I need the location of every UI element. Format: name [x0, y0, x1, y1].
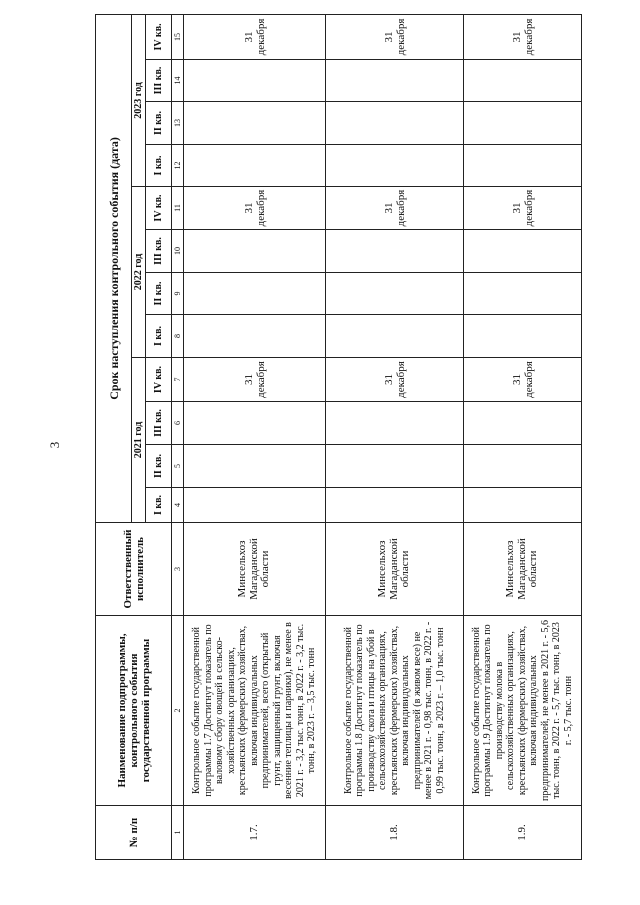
- empty-cell: [326, 445, 464, 488]
- schedule-table: [95, 14, 582, 860]
- empty-cell: [464, 60, 582, 102]
- column-number: 3: [172, 523, 184, 616]
- header-quarter: IV кв.: [146, 14, 172, 59]
- empty-cell: [184, 145, 326, 187]
- empty-cell: [184, 445, 326, 488]
- column-number: 7: [172, 358, 184, 402]
- row-number: 1.8.: [326, 806, 464, 860]
- header-deadline: Срок наступления контрольного события (дата): [96, 14, 132, 522]
- table-row: [326, 14, 464, 859]
- empty-cell: [464, 402, 582, 445]
- column-number: 6: [172, 402, 184, 445]
- deadline-date: 31 декабря: [326, 187, 464, 230]
- empty-cell: [464, 102, 582, 145]
- empty-cell: [326, 230, 464, 273]
- header-quarter: IV кв.: [146, 358, 172, 402]
- page-number: 3: [47, 441, 62, 449]
- empty-cell: [184, 60, 326, 102]
- deadline-date: 31 декабря: [326, 14, 464, 59]
- header-quarter: I кв.: [146, 488, 172, 523]
- column-number: 10: [172, 230, 184, 273]
- empty-cell: [184, 488, 326, 523]
- deadline-date: 31 декабря: [184, 14, 326, 59]
- deadline-date: 31 декабря: [464, 187, 582, 230]
- deadline-date: 31 декабря: [326, 358, 464, 402]
- executor: Минсельхоз Магаданской области: [184, 523, 326, 616]
- column-number: 12: [172, 145, 184, 187]
- empty-cell: [326, 402, 464, 445]
- deadline-date: 31 декабря: [464, 358, 582, 402]
- header-year-2023: 2023 год: [132, 14, 146, 186]
- column-number: 13: [172, 102, 184, 145]
- column-number: 4: [172, 488, 184, 523]
- header-quarter: III кв.: [146, 402, 172, 445]
- header-year-2022: 2022 год: [132, 187, 146, 358]
- header-quarter: II кв.: [146, 102, 172, 145]
- executor: Минсельхоз Магаданской области: [464, 523, 582, 616]
- column-number: 9: [172, 273, 184, 315]
- empty-cell: [464, 230, 582, 273]
- row-number: 1.7.: [184, 806, 326, 860]
- header-executor: Ответственный исполнитель: [96, 523, 172, 616]
- empty-cell: [326, 145, 464, 187]
- rotated-table-container: [95, 18, 574, 860]
- empty-cell: [464, 315, 582, 358]
- empty-cell: [184, 315, 326, 358]
- header-quarter: II кв.: [146, 445, 172, 488]
- empty-cell: [326, 315, 464, 358]
- header-quarter: III кв.: [146, 60, 172, 102]
- column-number: 2: [172, 616, 184, 806]
- column-number: 1: [172, 806, 184, 860]
- event-description: Контрольное событие государственной программы 1.7 Достигнут показатель по валовому сбору овощей в сельско-хозяйственных организациях, крестьянских (фермерских) хозяйствах, включая индивидуальных предпринимателей, всего (открытый грунт, защищенный грунт, включая весенние теплицы и парники), не менее в 2021 г. - 3,2 тыс. тонн, в 2022 г. - 3,2 тыс. тонн, в 2023 г. – 3,5 тыс. тонн: [184, 616, 326, 806]
- empty-cell: [326, 60, 464, 102]
- empty-cell: [184, 230, 326, 273]
- header-quarter: II кв.: [146, 273, 172, 315]
- header-quarter: I кв.: [146, 315, 172, 358]
- executor: Минсельхоз Магаданской области: [326, 523, 464, 616]
- deadline-date: 31 декабря: [464, 14, 582, 59]
- deadline-date: 31 декабря: [184, 187, 326, 230]
- column-number: 14: [172, 60, 184, 102]
- header-year-2021: 2021 год: [132, 358, 146, 523]
- empty-cell: [326, 488, 464, 523]
- column-number: 5: [172, 445, 184, 488]
- empty-cell: [464, 145, 582, 187]
- empty-cell: [464, 488, 582, 523]
- empty-cell: [184, 273, 326, 315]
- deadline-date: 31 декабря: [184, 358, 326, 402]
- column-number: 8: [172, 315, 184, 358]
- event-description: Контрольное событие государственной программы 1.8 Достигнут показатель по производству скота и птицы на убой в сельскохозяйственных организациях, крестьянских (фермерских) хозяйствах, включая индивидуальных предпринимателей (в живом весе) не менее в 2021 г. - 0,98 тыс. тонн, в 2022 г. - 0,99 тыс. тонн, в 2023 г. – 1,0 тыс. тонн: [326, 616, 464, 806]
- empty-cell: [326, 273, 464, 315]
- empty-cell: [464, 273, 582, 315]
- table-row: [184, 14, 326, 859]
- header-num: № п/п: [96, 806, 172, 860]
- header-name: Наименование подпрограммы, контрольного события государственной программы: [96, 616, 172, 806]
- header-quarter: IV кв.: [146, 187, 172, 230]
- empty-cell: [326, 102, 464, 145]
- empty-cell: [464, 445, 582, 488]
- row-number: 1.9.: [464, 806, 582, 860]
- event-description: Контрольное событие государственной программы 1.9 Достигнут показатель по производству молока в сельскохозяйственных организациях, крестьянских (фермерских) хозяйствах, включая индивидуальных предпринимателей, не менее в 2021 г. - 5,6 тыс. тонн, в 2022 г. - 5,7 тыс. тонн, в 2023 г. - 5,7 тыс. тонн: [464, 616, 582, 806]
- column-number: 11: [172, 187, 184, 230]
- empty-cell: [184, 402, 326, 445]
- empty-cell: [184, 102, 326, 145]
- header-quarter: III кв.: [146, 230, 172, 273]
- header-quarter: I кв.: [146, 145, 172, 187]
- table-row: [464, 14, 582, 859]
- column-number: 15: [172, 14, 184, 59]
